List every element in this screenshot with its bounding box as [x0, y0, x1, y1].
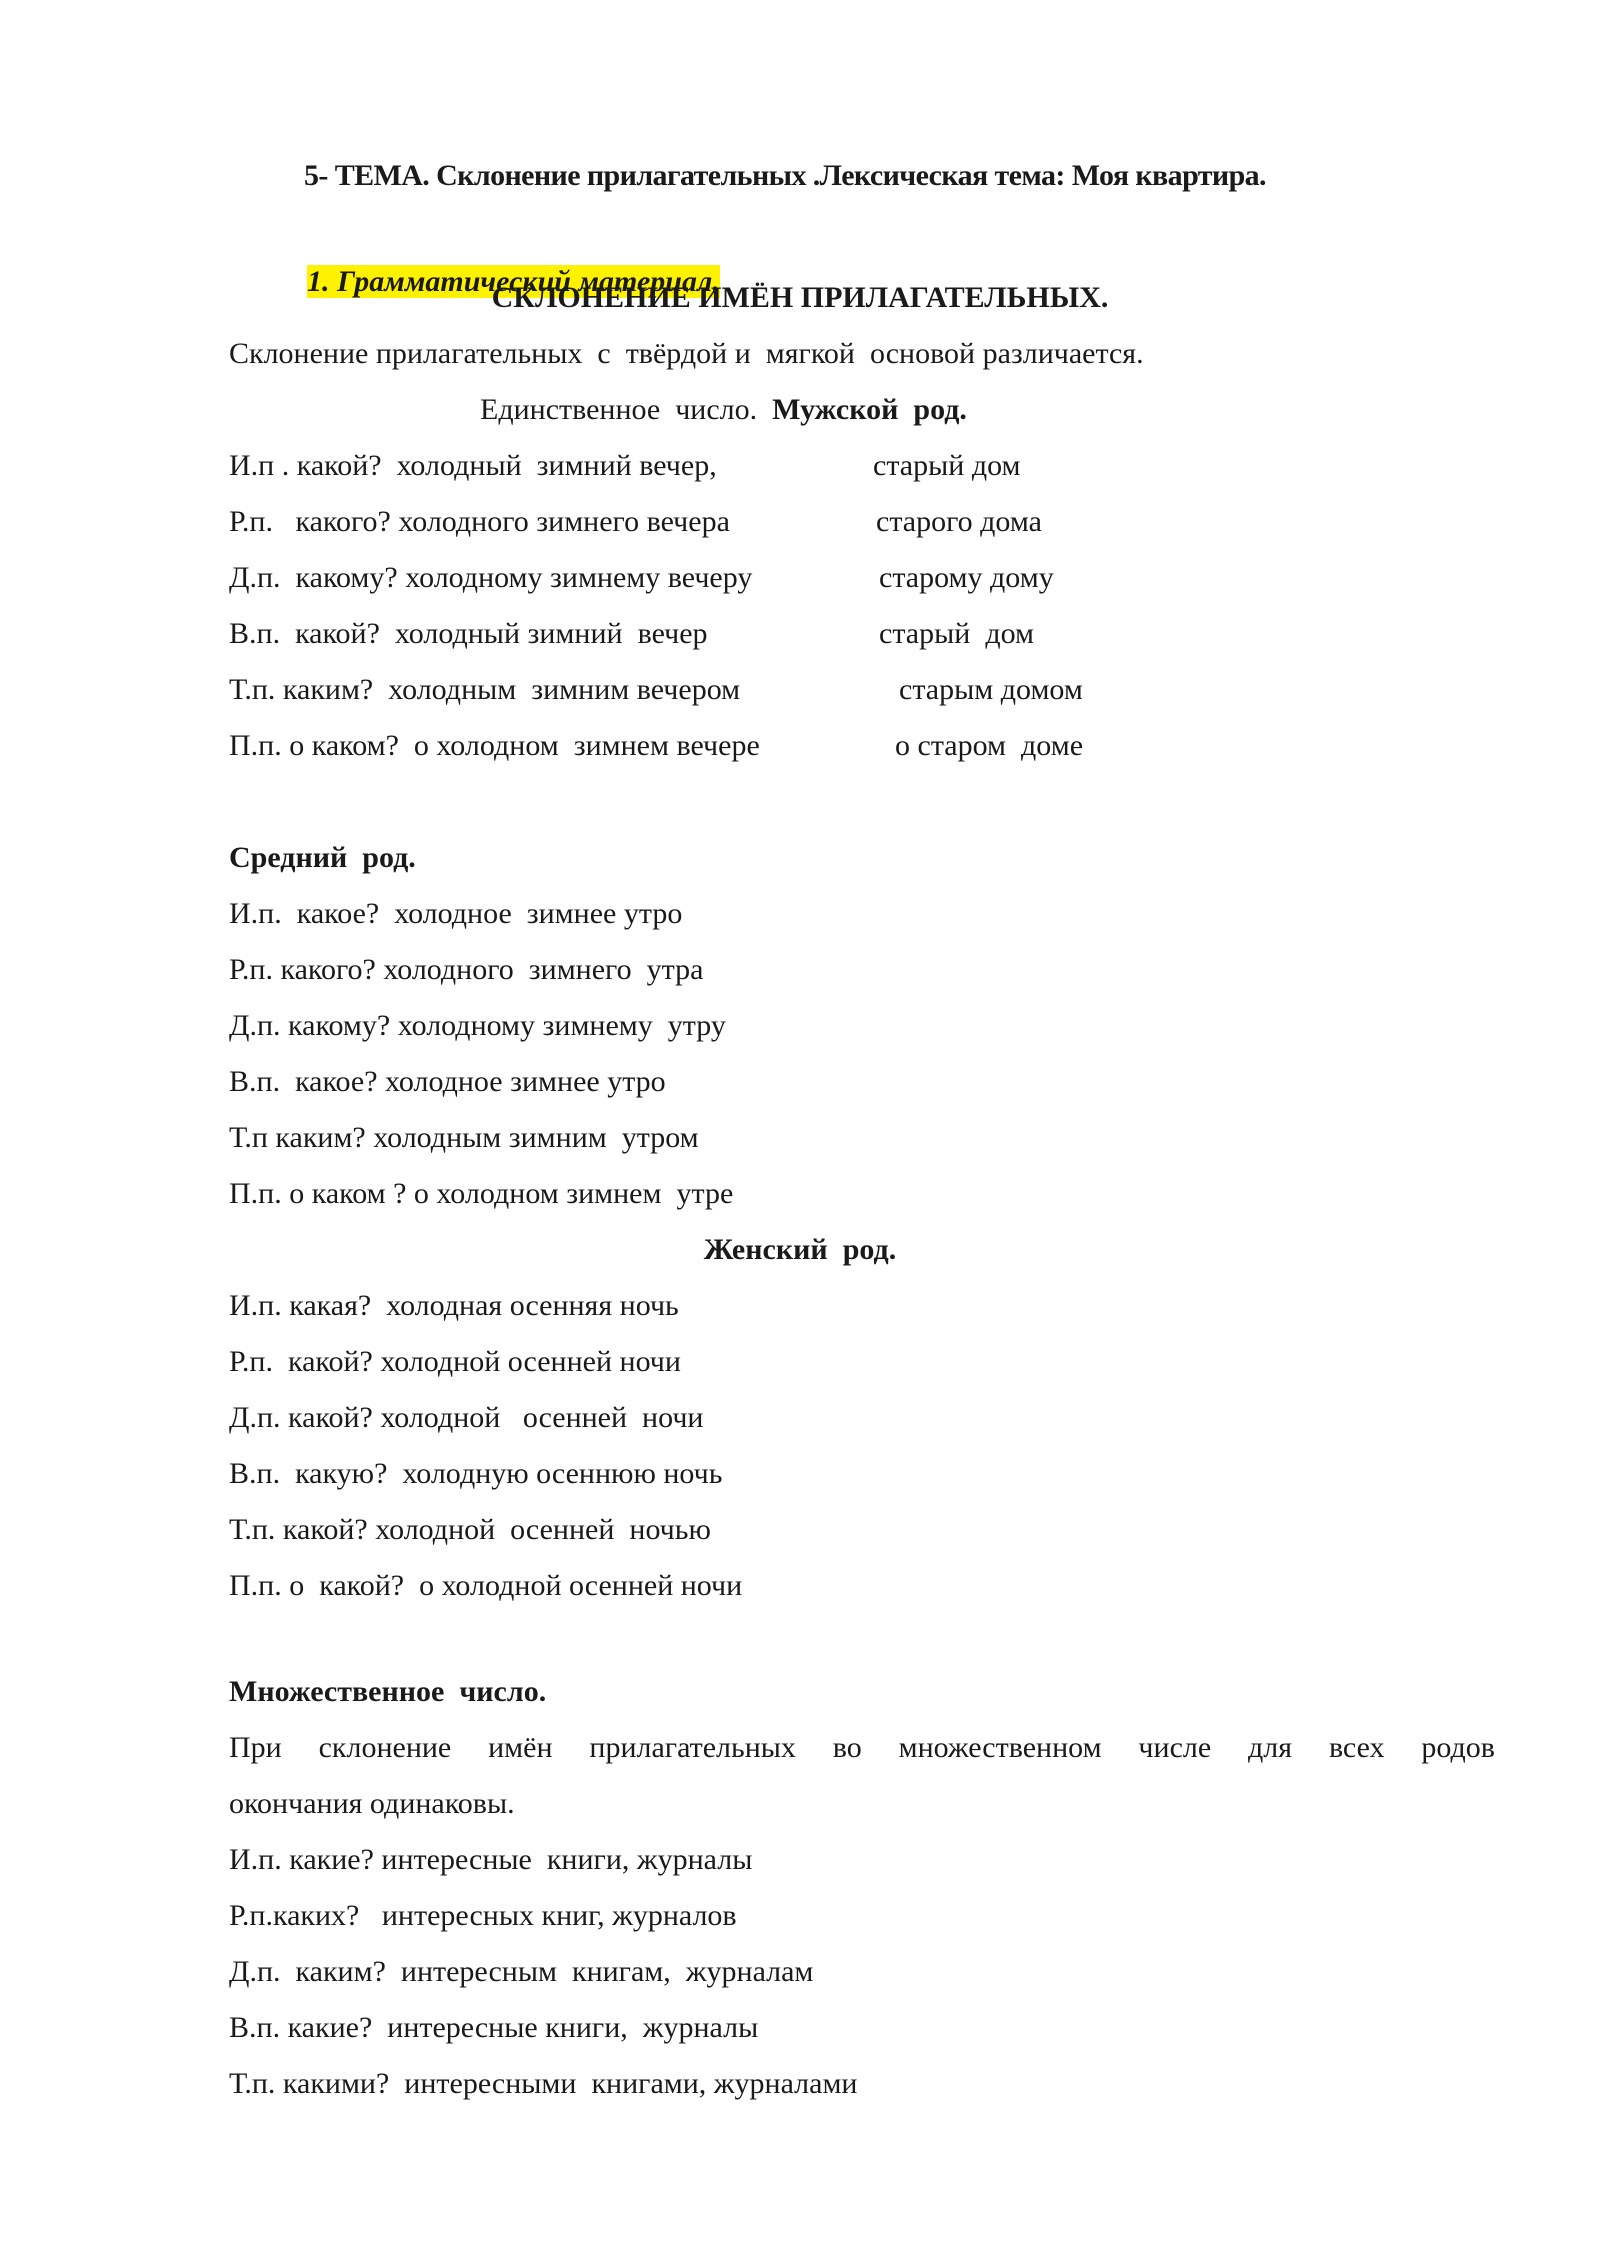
fem-row-4: В.п. какую? холодную осеннюю ночь — [229, 1457, 723, 1490]
masc-row-6-right: о старом доме — [895, 729, 1084, 762]
neuter-label: Средний род. — [229, 841, 416, 874]
masc-row-2-left: Р.п. какого? холодного зимнего вечера — [229, 505, 730, 538]
neuter-row-1: И.п. какое? холодное зимнее утро — [229, 897, 683, 930]
singular-heading — [480, 390, 967, 430]
masc-row-6-left: П.п. о каком? о холодном зимнем вечере — [229, 729, 760, 762]
plural-label: Множественное число. — [229, 1675, 547, 1708]
plural-note-word: числе — [1138, 1731, 1212, 1764]
plural-row-4: В.п. какие? интересные книги, журналы — [229, 2011, 759, 2044]
plural-note-word: множественном — [898, 1731, 1102, 1764]
masc-row-4-right: старый дом — [879, 617, 1034, 650]
masc-row-5-right: старым домом — [899, 673, 1083, 706]
singular-label: Единственное число. — [480, 393, 758, 426]
masc-row-1-left: И.п . какой? холодный зимний вечер, — [229, 449, 717, 482]
masculine-label: Мужской род. — [772, 393, 967, 426]
masc-row-3-left: Д.п. какому? холодному зимнему вечеру — [229, 561, 753, 594]
fem-row-6: П.п. о какой? о холодной осенней ночи — [229, 1569, 743, 1602]
section-heading: СКЛОНЕНИЕ ИМЁН ПРИЛАГАТЕЛЬНЫХ. — [491, 281, 1109, 314]
highlighted-subtitle: 1. Грамматический материал. — [307, 265, 720, 298]
plural-row-1: И.п. какие? интересные книги, журналы — [229, 1843, 753, 1876]
neuter-row-5: Т.п каким? холодным зимним утром — [229, 1121, 699, 1154]
plural-note-word: родов — [1421, 1731, 1495, 1764]
feminine-label: Женский род. — [703, 1233, 897, 1266]
plural-note-word: всех — [1328, 1731, 1385, 1764]
plural-row-5: Т.п. какими? интересными книгами, журналами — [229, 2067, 858, 2100]
plural-note-word: имён — [488, 1731, 553, 1764]
document-title: 5- ТЕМА. Склонение прилагательных .Лексическая тема: Моя квартира. — [304, 159, 1266, 192]
fem-row-2: Р.п. какой? холодной осенней ночи — [229, 1345, 681, 1378]
fem-row-1: И.п. какая? холодная осенняя ночь — [229, 1289, 679, 1322]
plural-row-3: Д.п. каким? интересным книгам, журналам — [229, 1955, 814, 1988]
masc-row-1-right: старый дом — [873, 449, 1021, 482]
plural-row-2: Р.п.каких? интересных книг, журналов — [229, 1899, 737, 1932]
intro-text: Склонение прилагательных с твёрдой и мягкой основой различается. — [229, 337, 1144, 370]
masc-row-4-left: В.п. какой? холодный зимний вечер — [229, 617, 708, 650]
plural-note-line-1 — [229, 1728, 1495, 1768]
neuter-row-3: Д.п. какому? холодному зимнему утру — [229, 1009, 726, 1042]
neuter-row-2: Р.п. какого? холодного зимнего утра — [229, 953, 704, 986]
masc-row-5-left: Т.п. каким? холодным зимним вечером — [229, 673, 741, 706]
plural-note-word: При — [229, 1731, 282, 1764]
plural-note-word: для — [1248, 1731, 1293, 1764]
neuter-row-6: П.п. о каком ? о холодном зимнем утре — [229, 1177, 734, 1210]
neuter-row-4: В.п. какое? холодное зимнее утро — [229, 1065, 666, 1098]
plural-note-word: склонение — [318, 1731, 452, 1764]
masc-row-2-right: старого дома — [876, 505, 1042, 538]
plural-note-word: прилагательных — [589, 1731, 796, 1764]
fem-row-5: Т.п. какой? холодной осенней ночью — [229, 1513, 711, 1546]
plural-note-line-2: окончания одинаковы. — [229, 1787, 515, 1820]
fem-row-3: Д.п. какой? холодной осенней ночи — [229, 1401, 704, 1434]
masc-row-3-right: старому дому — [879, 561, 1054, 594]
plural-note-word: во — [832, 1731, 862, 1764]
